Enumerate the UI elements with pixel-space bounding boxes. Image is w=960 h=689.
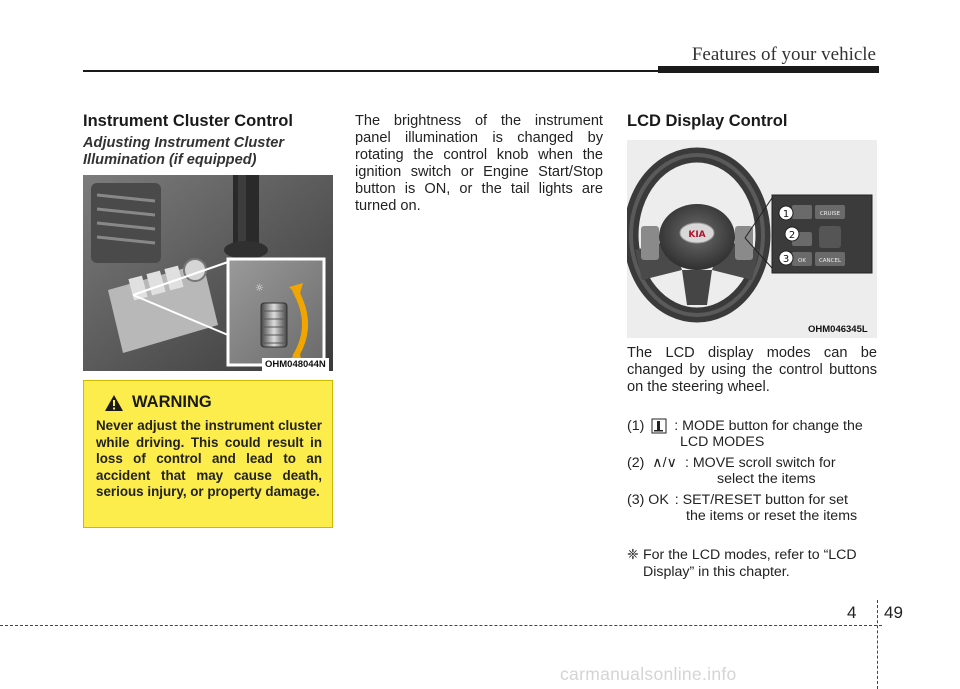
list-item-1-number: (1) <box>627 418 645 434</box>
page-chapter: 4 <box>847 603 857 622</box>
callout-2: 2 <box>788 230 796 241</box>
svg-text:☼: ☼ <box>255 283 264 294</box>
warning-title: WARNING <box>132 393 212 411</box>
lcd-note <box>627 547 877 580</box>
list-item-3-continuation: the items or reset the items <box>686 508 858 524</box>
warning-body: Never adjust the instrument cluster while driving. This could result in loss of control and lead to an accident that may cause death, serious injury, or property damage. <box>96 418 322 499</box>
photo-caption-knob: OHM048044N <box>262 358 329 371</box>
running-header: Features of your vehicle <box>691 44 876 65</box>
list-item-2-number: (2) <box>627 455 645 471</box>
scroll-arrows-symbol: ∧/∨ <box>652 455 678 471</box>
section-title-instrument-cluster: Instrument Cluster Control <box>83 112 293 130</box>
list-item-2-continuation: select the items <box>717 471 816 487</box>
header-rule-accent <box>658 66 879 73</box>
watermark: carmanualsonline.info <box>560 664 737 684</box>
subheading-illumination: Adjusting Instrument Cluster Illumination (if equipped) <box>83 135 285 168</box>
list-item-3-number: (3) OK <box>627 492 669 508</box>
page-number: 49 <box>884 603 903 622</box>
photo-caption-steering: OHM046345L <box>805 323 871 336</box>
list-item-2 <box>627 455 836 472</box>
warning-header <box>104 393 322 412</box>
list-item-1-text: : MODE button for change the <box>674 418 863 434</box>
ok-button-label: OK <box>798 258 806 264</box>
brightness-paragraph: The brightness of the instrument panel illumination is changed by rotating the control knob when the ignition switch or Engine Start/Stop button is ON, or the tail lights are turned on. <box>355 113 603 214</box>
callout-3: 3 <box>782 254 790 265</box>
footer-vertical-rule <box>877 600 878 689</box>
mode-button-icon <box>651 418 667 434</box>
instrument-knob-photo <box>83 175 333 371</box>
lcd-intro-paragraph: The LCD display modes can be changed by using the control buttons on the steering wheel. <box>627 345 877 395</box>
section-title-lcd-display: LCD Display Control <box>627 112 788 130</box>
cruise-button-label: CRUISE <box>819 211 841 217</box>
warning-box <box>83 380 333 528</box>
list-item-3 <box>627 492 848 509</box>
list-item-1-continuation: LCD MODES <box>680 434 765 450</box>
steering-wheel-photo <box>627 140 877 338</box>
note-mark: ❈ <box>627 547 639 563</box>
list-item-2-text: : MOVE scroll switch for <box>684 455 836 471</box>
callout-1: 1 <box>782 209 790 220</box>
list-item-1 <box>627 418 863 435</box>
svg-text:KIA: KIA <box>688 230 706 240</box>
list-item-3-text: : SET/RESET button for set <box>674 492 848 508</box>
warning-triangle-icon <box>104 394 124 412</box>
footer-rule <box>0 625 882 626</box>
cancel-button-label: CANCEL <box>818 258 842 264</box>
note-text: For the LCD modes, refer to “LCD Display” in this chapter. <box>643 547 857 580</box>
